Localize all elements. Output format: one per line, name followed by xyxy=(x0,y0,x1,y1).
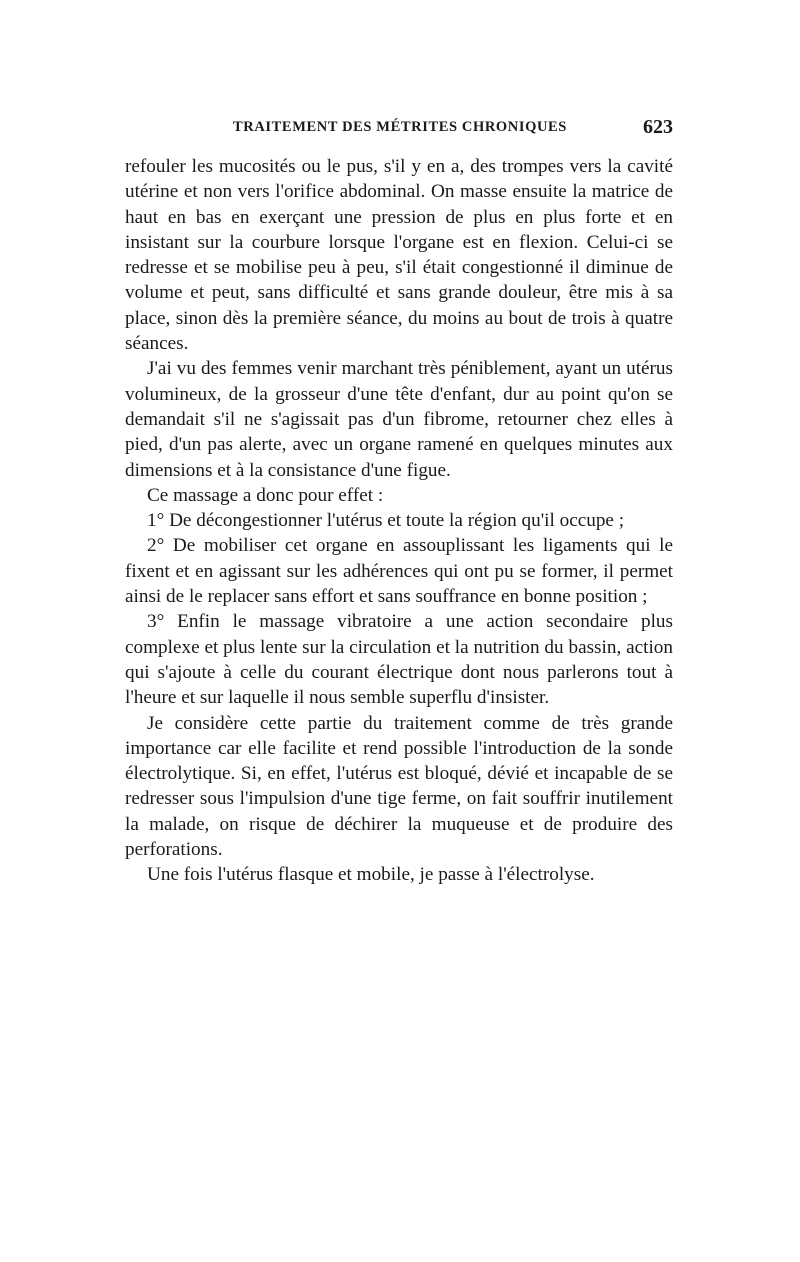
paragraph: Une fois l'utérus flasque et mobile, je passe à l'électrolyse. xyxy=(147,864,595,886)
paragraph: J'ai vu des femmes venir marchant très péniblement, ayant un utérus volumineux, de la grosseur d'une tête d'enfant, dur au point qu'on se demandait s'il ne s'agissait pas d'un fibrome, retourner chez elles à pied, d'un pas alerte, avec un organe ramené en quelques minutes aux dimensions et à la consistance d'une figue. xyxy=(125,358,673,481)
list-item: 1° De décongestionner l'utérus et toute la région qu'il occupe ; xyxy=(147,510,625,532)
running-header xyxy=(125,116,673,140)
page-number: 623 xyxy=(643,116,673,138)
running-title: TRAITEMENT DES MÉTRITES CHRONIQUES xyxy=(233,119,567,135)
list-item: 3° Enfin le massage vibratoire a une action secondaire plus complexe et plus lente sur la circulation et la nutrition du bassin, action qui s'ajoute à celle du courant électrique dont nous parlerons tout à l'heure et sur laquelle il nous semble superflu d'insister. xyxy=(125,611,673,709)
paragraph: Je considère cette partie du traitement comme de très grande importance car elle facilite et rend possible l'introduction de la sonde électrolytique. Si, en effet, l'utérus est bloqué, dévié et incapable de se redresser sous l'impulsion d'une tige ferme, on fait souffrir inutilement la malade, on risque de déchirer la muqueuse et de produire des perforations. xyxy=(125,712,673,861)
paragraph: Ce massage a donc pour effet : xyxy=(147,484,384,506)
body-text xyxy=(125,154,673,888)
paragraph: refouler les mucosités ou le pus, s'il y en a, des trompes vers la cavité utérine et non vers l'orifice abdominal. On masse ensuite la matrice de haut en bas en exerçant une pression de plus en plus forte et en insistant sur la courbure lorsque l'organe est en flexion. Celui-ci se redresse et se mobilise peu à peu, s'il était congestionné il diminue de volume et peut, sans difficulté et sans grande douleur, être mis à sa place, sinon dès la première séance, du moins au bout de trois à quatre séances. xyxy=(125,156,673,355)
list-item: 2° De mobiliser cet organe en assouplissant les ligaments qui le fixent et en agissant sur les adhérences qui ont pu se former, il permet ainsi de le replacer sans effort et sans souffrance en bonne position ; xyxy=(125,535,673,608)
